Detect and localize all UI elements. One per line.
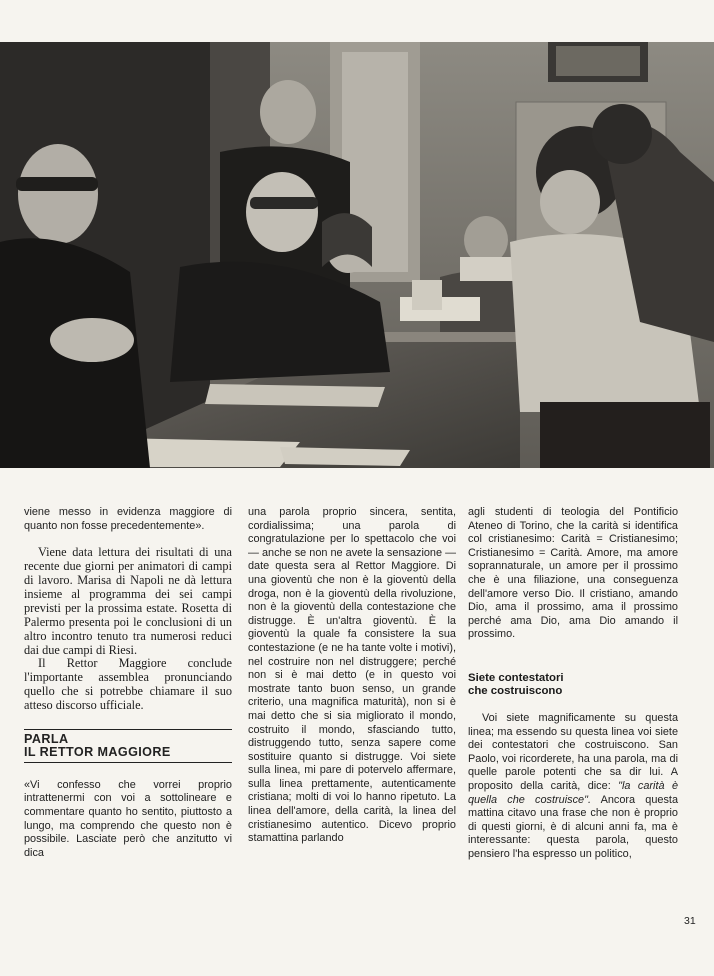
- subheading-line-1: Siete contestatori: [468, 671, 564, 684]
- text-column-1: [24, 506, 232, 860]
- paragraph: Viene data lettura dei risultati di una recente due giorni per animatori di campi di lavoro. Marisa di Napoli ne dà lettura insieme al programma dei sei campi previsti per la prossima estate. Rosetta di Palermo presenta poi le conclusioni di un altro incontro tenuto tra numerosi reduci dai due campi di Riesi.: [24, 545, 232, 657]
- paragraph: viene messo in evidenza maggiore di quanto non fosse precedentemente».: [24, 506, 232, 532]
- paragraph: Il Rettor Maggiore conclude l'importante assemblea pronunciando quello che si potrebbe chiamare il suo atteso discorso ufficiale.: [24, 656, 232, 713]
- heading-line-1: PARLA: [24, 732, 69, 747]
- paragraph: [468, 712, 678, 862]
- page-number: 31: [684, 915, 696, 927]
- subheading: [468, 672, 678, 698]
- paragraph: «Vi confesso che vorrei proprio intrattenermi con voi a sottolineare e commentare quanto ho sentito, piuttosto a lungo, ma comprendo che questo non è possibile. Lasciate però che anzitutto vi dica: [24, 778, 232, 859]
- text-column-3: [468, 506, 678, 861]
- photo-illustration: [0, 42, 714, 468]
- quote: "la carità è quella che costruisce".: [468, 779, 678, 806]
- meeting-photo: [0, 42, 714, 468]
- paragraph-text: Ancora questa mattina citavo una frase che non è proprio di questi giorni, è di alcuni anni fa, ma è interessante: questa parola, questo pensiero l'ha espresso un politico,: [468, 793, 678, 860]
- paragraph: agli studenti di teologia del Pontificio Ateneo di Torino, che la carità si identifica col cristianesimo: Carità = Cristianesimo; Cristianesimo = Carità. Amore, ma amore soprannaturale, un amore per il prossimo che è una filiazione, una conseguenza dell'amore verso Dio. Il cristiano, amando Dio, ama il prossimo, ama il prossimo perché ama Dio, ama Dio amando il prossimo.: [468, 506, 678, 641]
- subheading-line-2: che costruiscono: [468, 684, 563, 697]
- section-heading: [24, 729, 232, 763]
- text-column-2: [248, 506, 456, 846]
- paragraph: una parola proprio sincera, sentita, cordialissima; una parola di congratulazione per lo spettacolo che voi — anche se non ne avete la sensazione — date questa sera al Rettor Maggiore. Di una gioventù che non è la gioventù della droga, non è la gioventù della rivoluzione, non è la gioventù della contestazione che distrugge. È un'altra gioventù. È la gioventù la quale fa consistere la sua contestazione (e ne ha tante volte i motivi), nel costruire non nel distruggere; perché non si è mai detto (e in questo voi mostrate tanto buon senso, un grande criterio, una magnifica maturità), non si è mai detto che si sia migliorato il mondo, costruito il mondo, sfasciando tutto, distruggendo tutto, senza sapere come sostituire quanto si distrugge. Voi siete sulla linea, mi pare di potervelo affermare, sulla linea prettamente, autenticamente cristiana; molti di voi lo hanno ripetuto. La linea dell'amore, della carità, la linea del cristianesimo autentico. Dicevo proprio stamattina parlando: [248, 506, 456, 845]
- paragraph-text: Voi siete magnificamente su questa linea; ma essendo su questa linea voi siete dei contestatori che costruiscono. San Paolo, voi ricorderete, ha una parola, ma di quelle parole potenti che sa dir lui. A proposito della carità, dice:: [468, 711, 678, 792]
- heading-line-2: IL RETTOR MAGGIORE: [24, 746, 232, 762]
